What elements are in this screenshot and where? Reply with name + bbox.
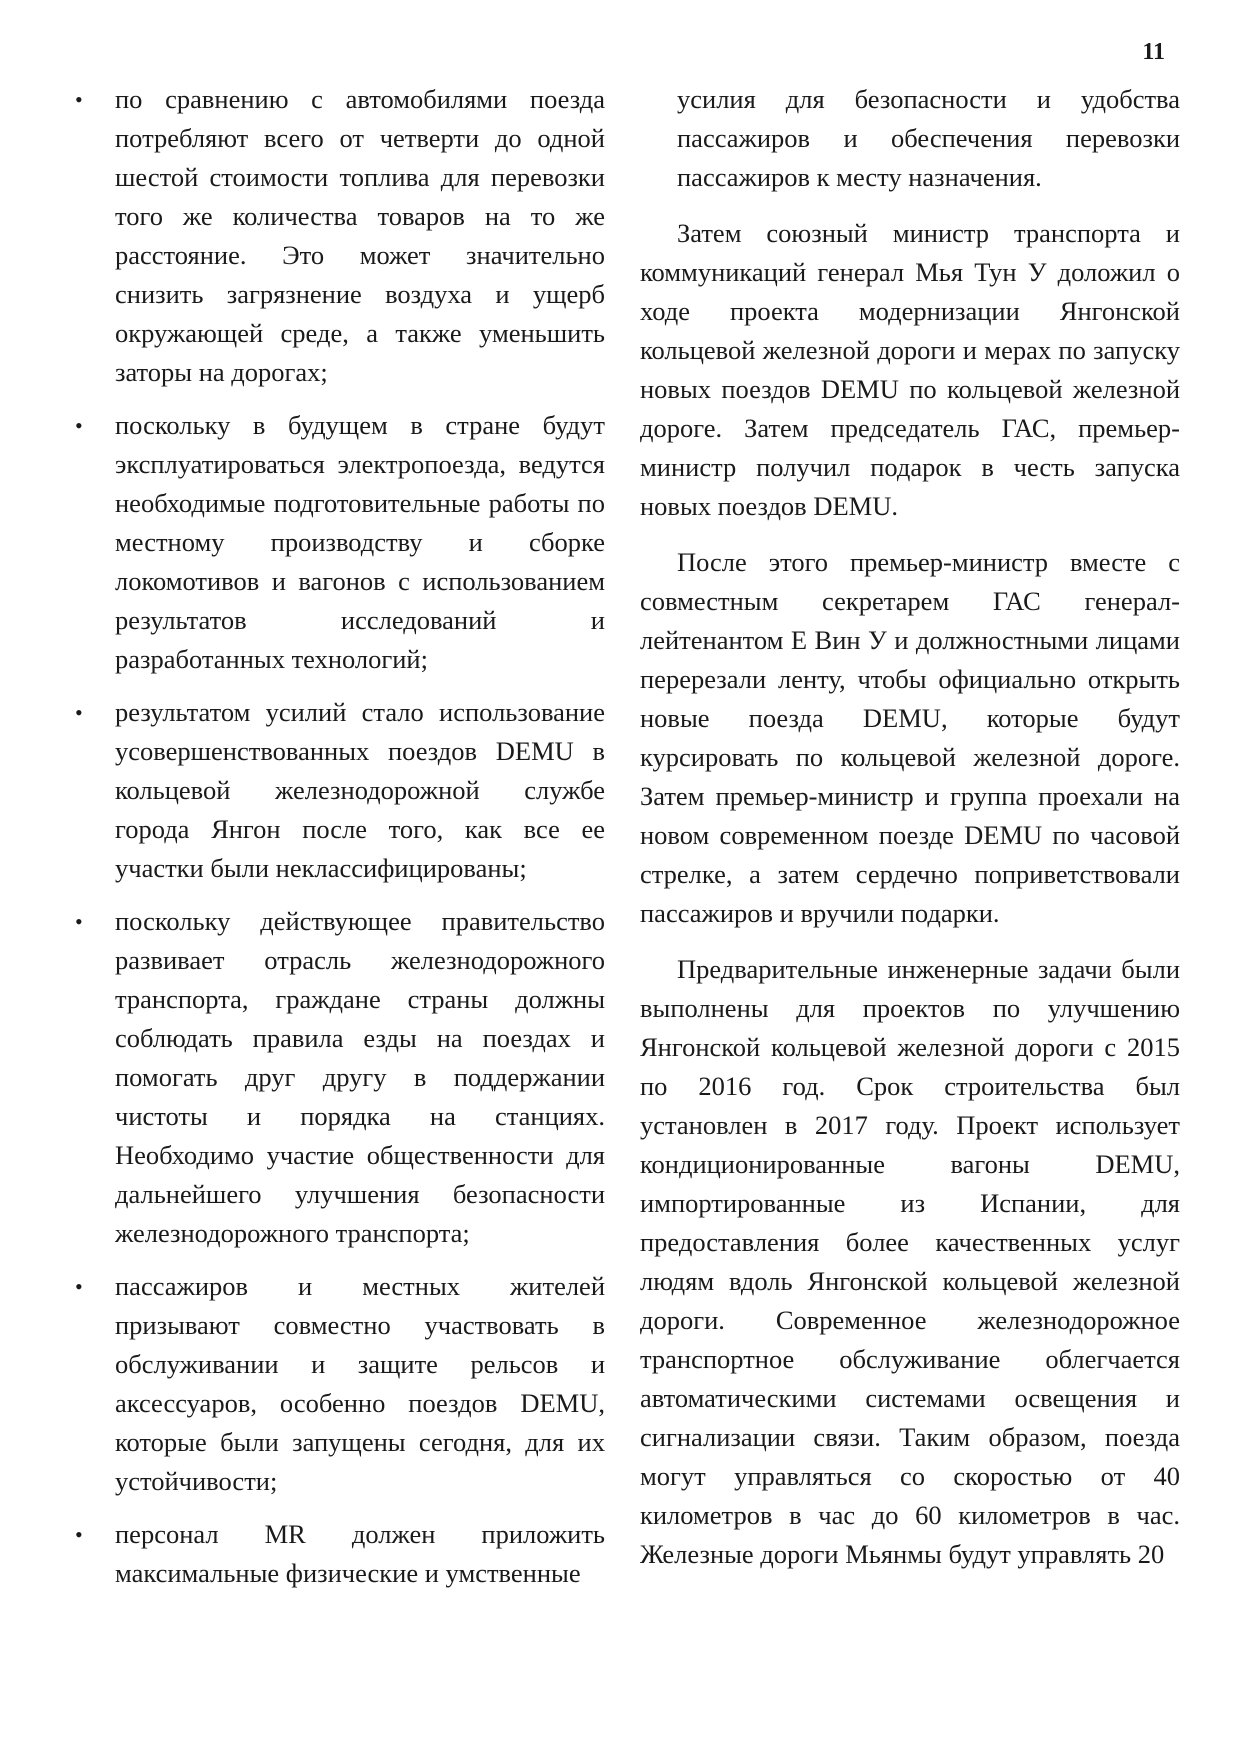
bullet-item (65, 693, 605, 888)
paragraph: После этого премьер-министр вместе с совместным секретарем ГАС генерал-лейтенантом Е Вин У и должностными лицами перерезали ленту, чтобы официально открыть новые поезда DEMU, которые будут курсировать по кольцевой железной дороге. Затем премьер-министр и группа проехали на новом современном поезде DEMU по часовой стрелке, а затем сердечно поприветствовали пассажиров и вручили подарки. (640, 547, 1180, 928)
bullet-marker: • (75, 1522, 83, 1547)
bullet-item (65, 902, 605, 1253)
right-column (640, 80, 1180, 1591)
bullet-text: поскольку действующее правительство развивает отрасль железнодорожного транспорта, граждане страны должны соблюдать правила езды на поездах и помогать друг другу в поддержании чистоты и порядка на станциях. Необходимо участие общественности для дальнейшего улучшения безопасности железнодорожного транспорта; (115, 906, 605, 1248)
bullet-text: по сравнению с автомобилями поезда потребляют всего от четверти до одной шестой стоимости топлива для перевозки того же количества товаров на то же расстояние. Это может значительно снизить загрязнение воздуха и ущерб окружающей среде, а также уменьшить заторы на дорогах; (115, 84, 605, 387)
bullet-marker: • (75, 413, 83, 438)
bullet-marker: • (75, 1274, 83, 1299)
paragraph: Предварительные инженерные задачи были выполнены для проектов по улучшению Янгонской кольцевой железной дороги с 2015 по 2016 год. Срок строительства был установлен в 2017 году. Проект использует кондиционированные вагоны DEMU, импортированные из Испании, для предоставления более качественных услуг людям вдоль Янгонской кольцевой железной дороги. Современное железнодорожное транспортное обслуживание облегчается автоматическими системами освещения и сигнализации связи. Таким образом, поезда могут управляться со скоростью от 40 километров в час до 60 километров в час. Железные дороги Мьянмы будут управлять 20 (640, 954, 1180, 1569)
bullet-item (65, 1515, 605, 1593)
bullet-text: поскольку в будущем в стране будут эксплуатироваться электропоезда, ведутся необходимые подготовительные работы по местному производству и сборке локомотивов и вагонов с использованием результатов исследований и разработанных технологий; (115, 410, 605, 674)
bullet-text: пассажиров и местных жителей призывают совместно участвовать в обслуживании и защите рельсов и аксессуаров, особенно поездов DEMU, которые были запущены сегодня, для их устойчивости; (115, 1271, 605, 1496)
page-number: 11 (1142, 39, 1165, 65)
bullet-item (65, 80, 605, 392)
bullet-marker: • (75, 700, 83, 725)
continued-bullet-text: усилия для безопасности и удобства пассажиров и обеспечения перевозки пассажиров к месту назначения. (677, 84, 1180, 192)
bullet-marker: • (75, 87, 83, 112)
bullet-item (65, 1267, 605, 1501)
bullet-list (65, 80, 605, 1593)
bullet-text: результатом усилий стало использование усовершенствованных поездов DEMU в кольцевой железнодорожной службе города Янгон после того, как все ее участки были неклассифицированы; (115, 697, 605, 883)
bullet-marker: • (75, 909, 83, 934)
paragraph: Затем союзный министр транспорта и коммуникаций генерал Мья Тун У доложил о ходе проекта модернизации Янгонской кольцевой железной дороги и мерах по запуску новых поездов DEMU по кольцевой железной дороге. Затем председатель ГАС, премьер-министр получил подарок в честь запуска новых поездов DEMU. (640, 218, 1180, 521)
left-column (65, 80, 605, 1607)
bullet-text: персонал MR должен приложить максимальные физические и умственные (115, 1519, 605, 1588)
bullet-item (65, 406, 605, 679)
